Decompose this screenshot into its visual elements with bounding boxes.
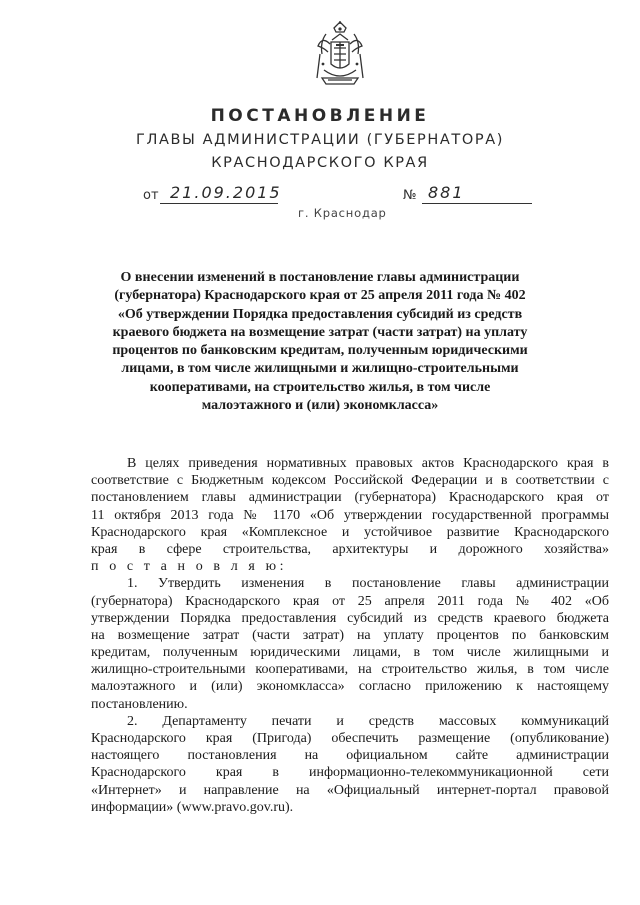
item1-line: утверждении Порядка предоставления субсидий из средств краевого бюджета (91, 610, 609, 626)
subject-line: «Об утверждении Порядка предоставления субсидий из средств (117, 306, 523, 322)
number-underline (422, 203, 532, 204)
item2-line: Краснодарского края (Пригода) обеспечить размещение (опубликование) (91, 731, 609, 746)
document-subject (110, 269, 530, 415)
resolve-word: п о с т а н о в л я ю: (91, 559, 288, 575)
subject-line: малоэтажного и (или) экономкласса» (201, 398, 439, 414)
preamble-line: края в сфере строительства, архитектуры и дорожного хозяйства» (91, 541, 609, 557)
item2-line: настоящего постановления на официальном сайте администрации (91, 748, 609, 764)
date-underline (160, 203, 278, 204)
subject-line: (губернатора) Краснодарского края от 25 апреля 2011 года № 402 (114, 288, 526, 304)
item2-line: «Интернет» и направление на «Официальный интернет-портал правовой (91, 782, 609, 798)
item1-line: (губернатора) Краснодарского края от 25 апреля 2011 года № 402 «Об (91, 593, 609, 609)
document-body (91, 455, 609, 816)
subject-line: лицами, в том числе жилищными и жилищно-строительными (121, 361, 519, 377)
subject-line: кооперативами, на строительство жилья, в том числе (149, 379, 491, 395)
document-title: ПОСТАНОВЛЕНИЕ (210, 106, 430, 126)
item1-line: 1. Утвердить изменения в постановление главы администрации (127, 576, 609, 592)
item2-line: 2. Департаменту печати и средств массовых коммуникаций (127, 713, 609, 729)
preamble-line: В целях приведения нормативных правовых актов Краснодарского края в (127, 456, 609, 471)
preamble-line: постановлением главы администрации (губернатора) Краснодарского края от (91, 490, 609, 506)
preamble-line: Краснодарского края «Комплексное и устойчивое развитие Краснодарского (91, 524, 609, 540)
city-label: г. Краснодар (298, 206, 387, 220)
issuer-line-2: КРАСНОДАРСКОГО КРАЯ (211, 155, 429, 171)
document-number: 881 (428, 183, 465, 202)
preamble-line: 11 октября 2013 года № 1170 «Об утверждении государственной программы (91, 507, 609, 523)
item1-line: кредитам, полученным юридическими лицами, в том числе жилищными и (91, 645, 609, 661)
subject-line: О внесении изменений в постановление главы администрации (120, 270, 520, 285)
coat-of-arms-icon (314, 20, 366, 90)
issuer-line-1: ГЛАВЫ АДМИНИСТРАЦИИ (ГУБЕРНАТОРА) (136, 132, 504, 148)
item1-line: постановлению. (91, 696, 188, 712)
item1-line: на возмещение затрат (части затрат) на уплату процентов по банковским (91, 627, 609, 643)
subject-line: краевого бюджета на возмещение затрат (части затрат) на уплату (112, 324, 528, 340)
preamble-line: соответствие с Бюджетным кодексом Российской Федерации и в соответствии с (91, 473, 609, 489)
subject-line: процентов по банковским кредитам, полученным юридическими (112, 343, 528, 359)
item2-line: информации» (www.pravo.gov.ru). (91, 799, 294, 815)
number-prefix: № (403, 188, 417, 203)
item2-line: Краснодарского края в информационно-телекоммуникационной сети (91, 765, 609, 781)
item1-line: жилищно-строительными кооперативами, на строительство жилья, в том числе (91, 662, 609, 678)
item1-line: малоэтажного и (или) экономкласса» согласно приложению к настоящему (91, 679, 609, 695)
document-date: 21.09.2015 (170, 183, 282, 202)
date-prefix: от (143, 188, 159, 203)
